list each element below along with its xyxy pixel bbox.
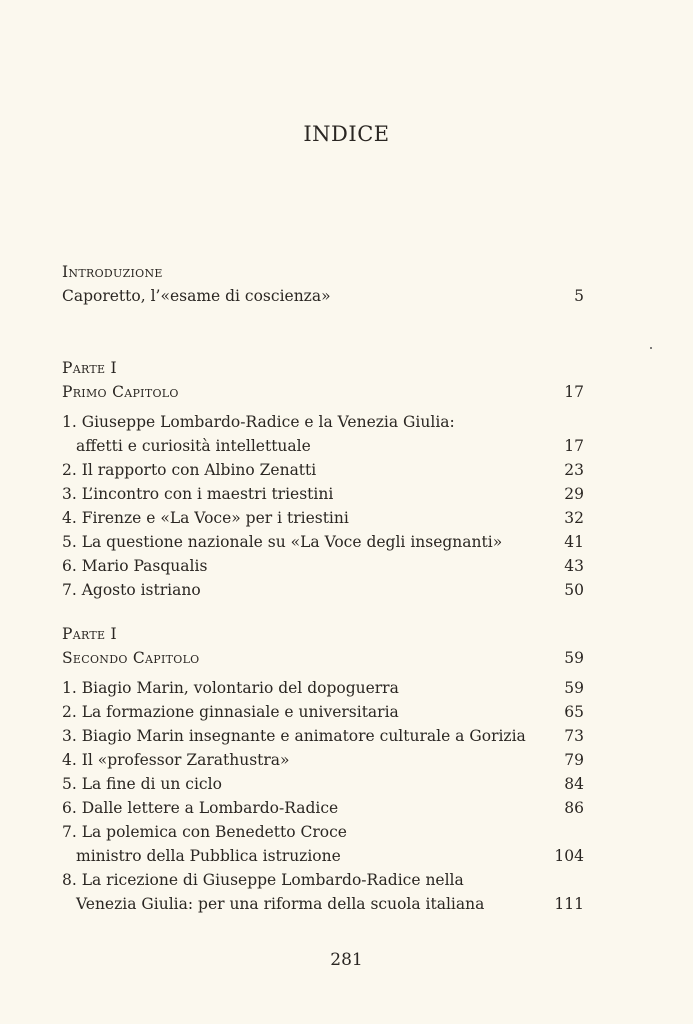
toc-entry xyxy=(62,530,584,554)
toc-entry-page: 111 xyxy=(554,895,584,913)
chapter-label: Secondo Capitolo xyxy=(62,649,200,667)
chapter-label: Primo Capitolo xyxy=(62,383,179,401)
toc-entry-text: 6. Dalle lettere a Lombardo-Radice xyxy=(62,799,339,817)
chapter-heading xyxy=(62,646,584,670)
toc-entry-page: 65 xyxy=(564,703,584,721)
toc-entry xyxy=(62,700,584,724)
part-heading xyxy=(62,356,584,380)
toc-entry xyxy=(62,724,584,748)
toc-entry xyxy=(62,868,584,892)
toc-entry-text: 7. Agosto istriano xyxy=(62,581,201,599)
page-title: INDICE xyxy=(303,122,390,146)
toc-entry xyxy=(62,284,584,308)
toc-entry-text: 5. La questione nazionale su «La Voce degli insegnanti» xyxy=(62,533,503,551)
toc-entry-page: 41 xyxy=(564,533,584,551)
toc-entry xyxy=(62,772,584,796)
toc-entry-text: 8. La ricezione di Giuseppe Lombardo-Radice nella xyxy=(62,871,464,889)
toc-entry-text: Caporetto, l’«esame di coscienza» xyxy=(62,287,331,305)
toc-entry xyxy=(62,748,584,772)
toc-entry-page: 86 xyxy=(564,799,584,817)
toc-entry-text: 1. Biagio Marin, volontario del dopoguerra xyxy=(62,679,399,697)
toc-entry-text: 6. Mario Pasqualis xyxy=(62,557,208,575)
toc-entry-page: 73 xyxy=(564,727,584,745)
toc-entry xyxy=(62,410,584,434)
toc-entry-page: 17 xyxy=(564,437,584,455)
toc-entry-text: 5. La fine di un ciclo xyxy=(62,775,222,793)
toc-entry xyxy=(62,458,584,482)
toc-entry-text: 2. Il rapporto con Albino Zenatti xyxy=(62,461,317,479)
toc-entry-page: 43 xyxy=(564,557,584,575)
toc-entry-text: 7. La polemica con Benedetto Croce xyxy=(62,823,347,841)
toc-entry xyxy=(62,844,584,868)
toc-entry xyxy=(62,554,584,578)
part-label: Parte I xyxy=(62,625,117,643)
toc-entry xyxy=(62,676,584,700)
toc-entry-text: 1. Giuseppe Lombardo-Radice e la Venezia Giulia: xyxy=(62,413,455,431)
toc-entry-page: 23 xyxy=(564,461,584,479)
chapter-heading xyxy=(62,380,584,404)
toc-entry-page: 84 xyxy=(564,775,584,793)
toc-entry-text: ministro della Pubblica istruzione xyxy=(76,847,341,865)
toc-entry-text: 3. L’incontro con i maestri triestini xyxy=(62,485,334,503)
page-number: 281 xyxy=(330,950,363,970)
toc-entry-page: 5 xyxy=(574,287,584,305)
toc-entry-text: affetti e curiosità intellettuale xyxy=(76,437,311,455)
toc-entry xyxy=(62,892,584,916)
paper-speck xyxy=(650,347,652,349)
toc-entry-page: 104 xyxy=(554,847,584,865)
toc-entry xyxy=(62,482,584,506)
toc-entry-page: 50 xyxy=(564,581,584,599)
part-label: Parte I xyxy=(62,359,117,377)
toc-entry-text: 4. Firenze e «La Voce» per i triestini xyxy=(62,509,349,527)
toc-entry xyxy=(62,506,584,530)
section-heading-label: Introduzione xyxy=(62,263,163,281)
toc-entry-page: 32 xyxy=(564,509,584,527)
toc-entry xyxy=(62,796,584,820)
toc-entry-page: 29 xyxy=(564,485,584,503)
toc-entry-text: Venezia Giulia: per una riforma della scuola italiana xyxy=(76,895,485,913)
chapter-page: 17 xyxy=(564,383,584,401)
toc-entry-page: 79 xyxy=(564,751,584,769)
toc-entry-text: 3. Biagio Marin insegnante e animatore culturale a Gorizia xyxy=(62,727,526,745)
toc-entry xyxy=(62,820,584,844)
toc-entry xyxy=(62,578,584,602)
toc-entry xyxy=(62,434,584,458)
part-heading xyxy=(62,622,584,646)
chapter-page: 59 xyxy=(564,649,584,667)
section-heading-introduzione xyxy=(62,260,584,284)
toc-entry-text: 2. La formazione ginnasiale e universitaria xyxy=(62,703,399,721)
toc-entry-page: 59 xyxy=(564,679,584,697)
toc-entry-text: 4. Il «professor Zarathustra» xyxy=(62,751,290,769)
